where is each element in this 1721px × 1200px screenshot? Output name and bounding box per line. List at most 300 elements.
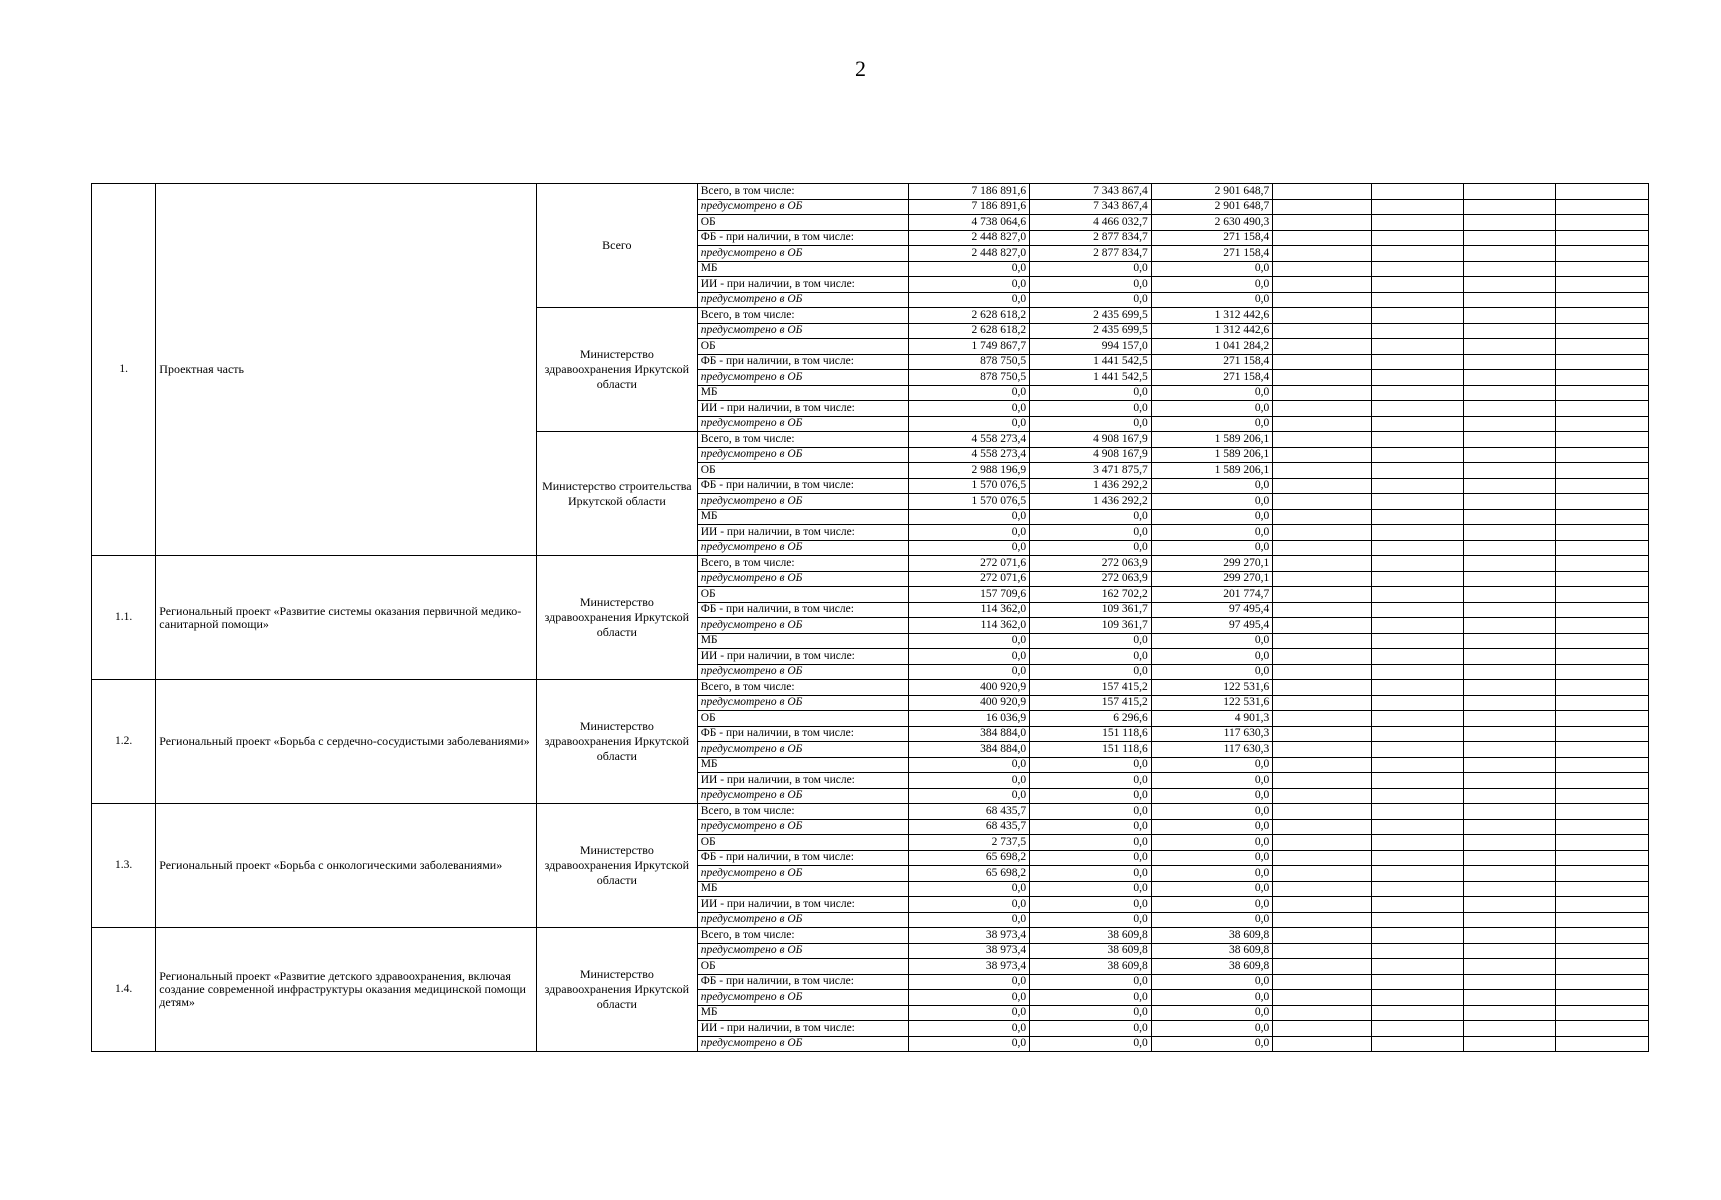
funding-source: предусмотрено в ОБ <box>697 866 908 882</box>
empty-cell <box>1273 974 1371 990</box>
value-cell: 0,0 <box>908 633 1030 649</box>
value-cell: 0,0 <box>908 277 1030 293</box>
empty-cell <box>1464 1021 1556 1037</box>
value-cell: 0,0 <box>1151 835 1273 851</box>
value-cell: 0,0 <box>1151 509 1273 525</box>
empty-cell <box>1273 773 1371 789</box>
funding-source: МБ <box>697 881 908 897</box>
empty-cell <box>1556 835 1649 851</box>
empty-cell <box>1556 199 1649 215</box>
value-cell: 271 158,4 <box>1151 354 1273 370</box>
empty-cell <box>1273 680 1371 696</box>
empty-cell <box>1556 680 1649 696</box>
empty-cell <box>1371 184 1463 200</box>
value-cell: 0,0 <box>1151 866 1273 882</box>
executor-name: Министерство здравоохранения Иркутской области <box>536 308 697 432</box>
value-cell: 0,0 <box>908 773 1030 789</box>
section-name: Региональный проект «Развитие детского здравоохранения, включая создание современной инфраструктуры оказания медицинской помощи детям» <box>156 928 537 1052</box>
value-cell: 0,0 <box>1151 416 1273 432</box>
funding-source: ОБ <box>697 959 908 975</box>
empty-cell <box>1371 835 1463 851</box>
empty-cell <box>1273 602 1371 618</box>
empty-cell <box>1556 447 1649 463</box>
value-cell: 0,0 <box>1030 401 1152 417</box>
funding-source: Всего, в том числе: <box>697 308 908 324</box>
value-cell: 1 570 076,5 <box>908 478 1030 494</box>
value-cell: 0,0 <box>1030 525 1152 541</box>
value-cell: 2 448 827,0 <box>908 246 1030 262</box>
empty-cell <box>1273 990 1371 1006</box>
empty-cell <box>1464 974 1556 990</box>
value-cell: 0,0 <box>908 525 1030 541</box>
value-cell: 400 920,9 <box>908 695 1030 711</box>
funding-source: предусмотрено в ОБ <box>697 370 908 386</box>
funding-source: ИИ - при наличии, в том числе: <box>697 773 908 789</box>
value-cell: 272 071,6 <box>908 556 1030 572</box>
empty-cell <box>1556 308 1649 324</box>
funding-source: ИИ - при наличии, в том числе: <box>697 525 908 541</box>
value-cell: 0,0 <box>1151 788 1273 804</box>
value-cell: 0,0 <box>908 649 1030 665</box>
value-cell: 97 495,4 <box>1151 618 1273 634</box>
empty-cell <box>1556 804 1649 820</box>
funding-source: Всего, в том числе: <box>697 928 908 944</box>
empty-cell <box>1273 695 1371 711</box>
empty-cell <box>1371 339 1463 355</box>
empty-cell <box>1556 370 1649 386</box>
empty-cell <box>1273 230 1371 246</box>
funding-source: предусмотрено в ОБ <box>697 1036 908 1052</box>
value-cell: 2 628 618,2 <box>908 323 1030 339</box>
value-cell: 0,0 <box>1030 850 1152 866</box>
value-cell: 4 738 064,6 <box>908 215 1030 231</box>
empty-cell <box>1371 726 1463 742</box>
value-cell: 1 589 206,1 <box>1151 463 1273 479</box>
value-cell: 7 186 891,6 <box>908 199 1030 215</box>
empty-cell <box>1273 354 1371 370</box>
empty-cell <box>1371 525 1463 541</box>
executor-name: Министерство здравоохранения Иркутской области <box>536 928 697 1052</box>
empty-cell <box>1371 401 1463 417</box>
value-cell: 0,0 <box>1030 866 1152 882</box>
value-cell: 114 362,0 <box>908 618 1030 634</box>
empty-cell <box>1556 850 1649 866</box>
empty-cell <box>1464 959 1556 975</box>
funding-source: ОБ <box>697 215 908 231</box>
empty-cell <box>1273 556 1371 572</box>
empty-cell <box>1556 354 1649 370</box>
empty-cell <box>1464 649 1556 665</box>
value-cell: 384 884,0 <box>908 726 1030 742</box>
value-cell: 157 709,6 <box>908 587 1030 603</box>
empty-cell <box>1371 711 1463 727</box>
funding-source: предусмотрено в ОБ <box>697 447 908 463</box>
empty-cell <box>1556 602 1649 618</box>
funding-source: МБ <box>697 509 908 525</box>
value-cell: 0,0 <box>1151 494 1273 510</box>
empty-cell <box>1371 773 1463 789</box>
value-cell: 0,0 <box>908 881 1030 897</box>
empty-cell <box>1371 680 1463 696</box>
funding-source: ИИ - при наличии, в том числе: <box>697 897 908 913</box>
empty-cell <box>1273 633 1371 649</box>
empty-cell <box>1556 478 1649 494</box>
value-cell: 0,0 <box>1151 385 1273 401</box>
empty-cell <box>1464 323 1556 339</box>
empty-cell <box>1371 602 1463 618</box>
value-cell: 38 973,4 <box>908 928 1030 944</box>
empty-cell <box>1464 432 1556 448</box>
value-cell: 1 041 284,2 <box>1151 339 1273 355</box>
empty-cell <box>1273 215 1371 231</box>
funding-source: ФБ - при наличии, в том числе: <box>697 478 908 494</box>
value-cell: 0,0 <box>1151 757 1273 773</box>
empty-cell <box>1556 494 1649 510</box>
empty-cell <box>1556 959 1649 975</box>
empty-cell <box>1556 881 1649 897</box>
empty-cell <box>1556 974 1649 990</box>
value-cell: 0,0 <box>1151 1036 1273 1052</box>
empty-cell <box>1556 463 1649 479</box>
empty-cell <box>1371 587 1463 603</box>
value-cell: 4 466 032,7 <box>1030 215 1152 231</box>
value-cell: 2 877 834,7 <box>1030 246 1152 262</box>
funding-source: предусмотрено в ОБ <box>697 664 908 680</box>
funding-source: ИИ - при наличии, в том числе: <box>697 1021 908 1037</box>
empty-cell <box>1371 912 1463 928</box>
empty-cell <box>1371 370 1463 386</box>
empty-cell <box>1464 664 1556 680</box>
funding-source: ФБ - при наличии, в том числе: <box>697 850 908 866</box>
empty-cell <box>1273 540 1371 556</box>
empty-cell <box>1556 525 1649 541</box>
value-cell: 0,0 <box>1030 773 1152 789</box>
empty-cell <box>1464 184 1556 200</box>
value-cell: 0,0 <box>1030 385 1152 401</box>
funding-source: предусмотрено в ОБ <box>697 323 908 339</box>
empty-cell <box>1464 277 1556 293</box>
funding-source: Всего, в том числе: <box>697 556 908 572</box>
value-cell: 0,0 <box>908 1005 1030 1021</box>
empty-cell <box>1464 463 1556 479</box>
value-cell: 0,0 <box>1030 897 1152 913</box>
empty-cell <box>1273 618 1371 634</box>
empty-cell <box>1464 943 1556 959</box>
empty-cell <box>1371 323 1463 339</box>
empty-cell <box>1273 587 1371 603</box>
empty-cell <box>1464 416 1556 432</box>
value-cell: 68 435,7 <box>908 804 1030 820</box>
funding-source: ИИ - при наличии, в том числе: <box>697 401 908 417</box>
empty-cell <box>1371 385 1463 401</box>
empty-cell <box>1464 478 1556 494</box>
empty-cell <box>1371 556 1463 572</box>
value-cell: 38 973,4 <box>908 943 1030 959</box>
empty-cell <box>1556 711 1649 727</box>
empty-cell <box>1556 416 1649 432</box>
empty-cell <box>1371 432 1463 448</box>
empty-cell <box>1273 323 1371 339</box>
empty-cell <box>1556 401 1649 417</box>
empty-cell <box>1464 835 1556 851</box>
section-name: Региональный проект «Развитие системы оказания первичной медико-санитарной помощи» <box>156 556 537 680</box>
empty-cell <box>1273 788 1371 804</box>
empty-cell <box>1464 773 1556 789</box>
empty-cell <box>1464 804 1556 820</box>
empty-cell <box>1464 199 1556 215</box>
empty-cell <box>1464 850 1556 866</box>
empty-cell <box>1273 881 1371 897</box>
empty-cell <box>1273 308 1371 324</box>
value-cell: 0,0 <box>908 292 1030 308</box>
empty-cell <box>1464 509 1556 525</box>
funding-source: ОБ <box>697 587 908 603</box>
value-cell: 0,0 <box>1151 804 1273 820</box>
empty-cell <box>1273 292 1371 308</box>
empty-cell <box>1273 370 1371 386</box>
funding-source: ФБ - при наличии, в том числе: <box>697 230 908 246</box>
empty-cell <box>1371 943 1463 959</box>
funding-source: предусмотрено в ОБ <box>697 742 908 758</box>
value-cell: 272 063,9 <box>1030 571 1152 587</box>
empty-cell <box>1464 494 1556 510</box>
empty-cell <box>1371 199 1463 215</box>
funding-source: Всего, в том числе: <box>697 184 908 200</box>
empty-cell <box>1464 912 1556 928</box>
empty-cell <box>1464 401 1556 417</box>
value-cell: 109 361,7 <box>1030 602 1152 618</box>
section-number: 1. <box>92 184 156 556</box>
value-cell: 299 270,1 <box>1151 556 1273 572</box>
value-cell: 0,0 <box>1151 649 1273 665</box>
page-number: 2 <box>855 56 866 81</box>
value-cell: 3 471 875,7 <box>1030 463 1152 479</box>
empty-cell <box>1371 618 1463 634</box>
value-cell: 0,0 <box>1030 261 1152 277</box>
value-cell: 0,0 <box>1030 416 1152 432</box>
funding-source: предусмотрено в ОБ <box>697 292 908 308</box>
value-cell: 2 448 827,0 <box>908 230 1030 246</box>
value-cell: 1 436 292,2 <box>1030 478 1152 494</box>
empty-cell <box>1556 385 1649 401</box>
empty-cell <box>1556 819 1649 835</box>
empty-cell <box>1371 463 1463 479</box>
value-cell: 1 589 206,1 <box>1151 447 1273 463</box>
funding-source: предусмотрено в ОБ <box>697 540 908 556</box>
value-cell: 0,0 <box>1151 292 1273 308</box>
funding-source: МБ <box>697 1005 908 1021</box>
value-cell: 400 920,9 <box>908 680 1030 696</box>
empty-cell <box>1371 695 1463 711</box>
value-cell: 0,0 <box>908 261 1030 277</box>
table-row <box>92 184 1649 200</box>
empty-cell <box>1371 990 1463 1006</box>
value-cell: 0,0 <box>1151 974 1273 990</box>
empty-cell <box>1464 602 1556 618</box>
funding-source: предусмотрено в ОБ <box>697 571 908 587</box>
empty-cell <box>1556 943 1649 959</box>
value-cell: 6 296,6 <box>1030 711 1152 727</box>
value-cell: 97 495,4 <box>1151 602 1273 618</box>
section-number: 1.3. <box>92 804 156 928</box>
value-cell: 0,0 <box>1151 912 1273 928</box>
empty-cell <box>1556 866 1649 882</box>
empty-cell <box>1371 494 1463 510</box>
funding-source: ОБ <box>697 339 908 355</box>
value-cell: 1 749 867,7 <box>908 339 1030 355</box>
value-cell: 0,0 <box>1030 277 1152 293</box>
empty-cell <box>1464 928 1556 944</box>
empty-cell <box>1273 959 1371 975</box>
value-cell: 0,0 <box>1030 804 1152 820</box>
value-cell: 0,0 <box>908 912 1030 928</box>
funding-source: ФБ - при наличии, в том числе: <box>697 974 908 990</box>
empty-cell <box>1556 633 1649 649</box>
empty-cell <box>1273 277 1371 293</box>
funding-source: Всего, в том числе: <box>697 432 908 448</box>
value-cell: 2 435 699,5 <box>1030 323 1152 339</box>
value-cell: 272 063,9 <box>1030 556 1152 572</box>
empty-cell <box>1371 354 1463 370</box>
value-cell: 0,0 <box>908 1021 1030 1037</box>
value-cell: 68 435,7 <box>908 819 1030 835</box>
empty-cell <box>1464 1005 1556 1021</box>
empty-cell <box>1371 959 1463 975</box>
funding-source: ФБ - при наличии, в том числе: <box>697 726 908 742</box>
funding-source: предусмотрено в ОБ <box>697 618 908 634</box>
value-cell: 1 441 542,5 <box>1030 370 1152 386</box>
empty-cell <box>1273 804 1371 820</box>
value-cell: 0,0 <box>1030 1021 1152 1037</box>
funding-source: предусмотрено в ОБ <box>697 494 908 510</box>
empty-cell <box>1464 990 1556 1006</box>
empty-cell <box>1273 1021 1371 1037</box>
funding-source: ФБ - при наличии, в том числе: <box>697 602 908 618</box>
empty-cell <box>1556 742 1649 758</box>
executor-name: Министерство строительства Иркутской области <box>536 432 697 556</box>
value-cell: 65 698,2 <box>908 866 1030 882</box>
value-cell: 0,0 <box>1151 401 1273 417</box>
empty-cell <box>1371 230 1463 246</box>
value-cell: 0,0 <box>1030 540 1152 556</box>
funding-source: МБ <box>697 385 908 401</box>
executor-name: Всего <box>536 184 697 308</box>
empty-cell <box>1556 587 1649 603</box>
empty-cell <box>1556 990 1649 1006</box>
funding-source: предусмотрено в ОБ <box>697 912 908 928</box>
empty-cell <box>1273 432 1371 448</box>
empty-cell <box>1556 773 1649 789</box>
empty-cell <box>1371 261 1463 277</box>
empty-cell <box>1556 664 1649 680</box>
value-cell: 271 158,4 <box>1151 370 1273 386</box>
funding-source: предусмотрено в ОБ <box>697 788 908 804</box>
funding-source: Всего, в том числе: <box>697 680 908 696</box>
value-cell: 151 118,6 <box>1030 726 1152 742</box>
empty-cell <box>1464 339 1556 355</box>
empty-cell <box>1371 292 1463 308</box>
empty-cell <box>1371 757 1463 773</box>
empty-cell <box>1371 633 1463 649</box>
value-cell: 157 415,2 <box>1030 680 1152 696</box>
empty-cell <box>1273 385 1371 401</box>
empty-cell <box>1556 1005 1649 1021</box>
value-cell: 271 158,4 <box>1151 246 1273 262</box>
value-cell: 1 312 442,6 <box>1151 308 1273 324</box>
empty-cell <box>1556 649 1649 665</box>
empty-cell <box>1556 757 1649 773</box>
value-cell: 1 436 292,2 <box>1030 494 1152 510</box>
empty-cell <box>1371 246 1463 262</box>
value-cell: 0,0 <box>1030 633 1152 649</box>
value-cell: 0,0 <box>1151 540 1273 556</box>
value-cell: 0,0 <box>1151 897 1273 913</box>
empty-cell <box>1273 261 1371 277</box>
value-cell: 0,0 <box>1030 649 1152 665</box>
empty-cell <box>1464 230 1556 246</box>
value-cell: 0,0 <box>908 416 1030 432</box>
value-cell: 0,0 <box>1030 1005 1152 1021</box>
empty-cell <box>1273 928 1371 944</box>
value-cell: 117 630,3 <box>1151 742 1273 758</box>
empty-cell <box>1464 726 1556 742</box>
empty-cell <box>1273 494 1371 510</box>
funding-source: ОБ <box>697 835 908 851</box>
value-cell: 2 877 834,7 <box>1030 230 1152 246</box>
value-cell: 38 609,8 <box>1151 959 1273 975</box>
value-cell: 109 361,7 <box>1030 618 1152 634</box>
empty-cell <box>1556 432 1649 448</box>
empty-cell <box>1371 215 1463 231</box>
empty-cell <box>1464 633 1556 649</box>
empty-cell <box>1371 1005 1463 1021</box>
empty-cell <box>1464 866 1556 882</box>
funding-source: предусмотрено в ОБ <box>697 943 908 959</box>
empty-cell <box>1464 695 1556 711</box>
empty-cell <box>1464 618 1556 634</box>
empty-cell <box>1464 711 1556 727</box>
empty-cell <box>1556 1036 1649 1052</box>
empty-cell <box>1371 416 1463 432</box>
empty-cell <box>1273 866 1371 882</box>
value-cell: 122 531,6 <box>1151 680 1273 696</box>
empty-cell <box>1371 819 1463 835</box>
section-number: 1.2. <box>92 680 156 804</box>
empty-cell <box>1556 339 1649 355</box>
empty-cell <box>1556 540 1649 556</box>
empty-cell <box>1371 509 1463 525</box>
value-cell: 114 362,0 <box>908 602 1030 618</box>
funding-source: Всего, в том числе: <box>697 804 908 820</box>
funding-source: МБ <box>697 757 908 773</box>
value-cell: 162 702,2 <box>1030 587 1152 603</box>
value-cell: 7 343 867,4 <box>1030 184 1152 200</box>
value-cell: 0,0 <box>1030 819 1152 835</box>
value-cell: 2 988 196,9 <box>908 463 1030 479</box>
empty-cell <box>1556 695 1649 711</box>
empty-cell <box>1556 246 1649 262</box>
empty-cell <box>1556 261 1649 277</box>
section-name: Региональный проект «Борьба с онкологическими заболеваниями» <box>156 804 537 928</box>
empty-cell <box>1464 354 1556 370</box>
funding-source: предусмотрено в ОБ <box>697 819 908 835</box>
empty-cell <box>1556 726 1649 742</box>
funding-table <box>91 183 1649 1052</box>
empty-cell <box>1464 370 1556 386</box>
value-cell: 7 343 867,4 <box>1030 199 1152 215</box>
section-name: Проектная часть <box>156 184 537 556</box>
empty-cell <box>1273 463 1371 479</box>
